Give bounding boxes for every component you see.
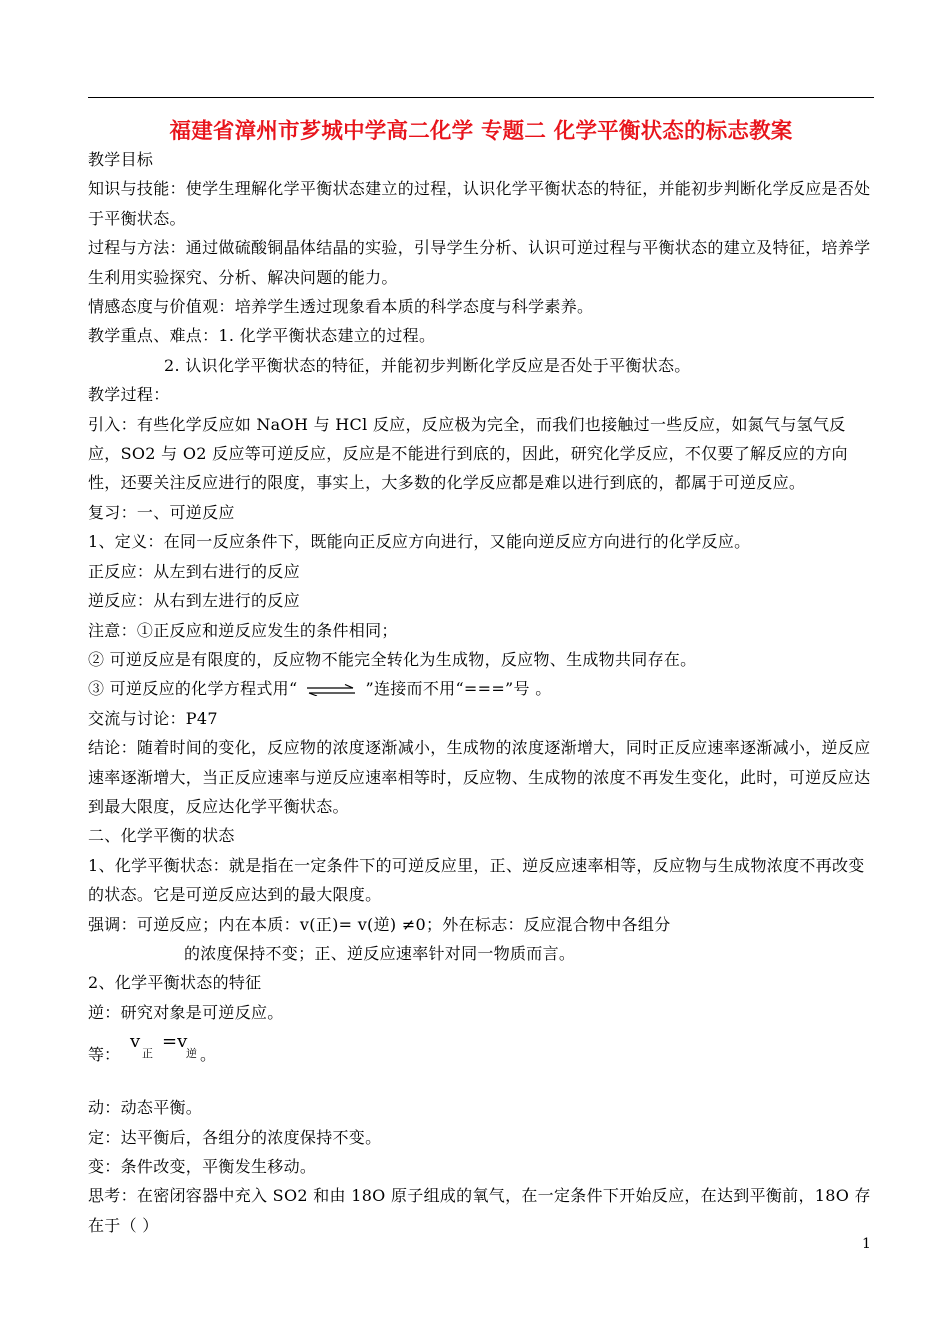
paragraph: 过程与方法：通过做硫酸铜晶体结晶的实验，引导学生分析、认识可逆过程与平衡状态的建立及特征，培养学生利用实验探究、分析、解决问题的能力。 [88,238,871,287]
paragraph: 逆反应：从右到左进行的反应 [88,591,300,611]
paragraph: ② 可逆反应是有限度的，反应物不能完全转化为生成物，反应物、生成物共同存在。 [88,649,697,669]
paragraph: 注意：①正反应和逆反应发生的条件相同； [88,620,398,640]
paragraph: 动：动态平衡。 [88,1098,203,1118]
section-heading: 二、化学平衡的状态 [88,826,235,846]
paragraph: 教学重点、难点：1. 化学平衡状态建立的过程。 [88,326,436,346]
paragraph: 引入：有些化学反应如 NaOH 与 HCl 反应，反应极为完全，而我们也接触过一些反应，如氮气与氢气反应，SO2 与 O2 反应等可逆反应，反应是不能进行到底的，因此，研究化学反应，不仅要了解反应的方向性，还要关注反应进行的限度，事实上，大多数的化学反应都是难以进行到底的，都属于可逆反应。 [88,414,848,493]
paragraph-text: ”连接而不用“===”号 。 [365,679,552,699]
rate-symbol: v [130,1031,141,1053]
document-title: 福建省漳州市芗城中学高二化学 专题二 化学平衡状态的标志教案 [169,119,793,144]
page-number: 1 [862,1236,871,1252]
paragraph: 2. 认识化学平衡状态的特征，并能初步判断化学反应是否处于平衡状态。 [164,355,691,375]
paragraph: 定：达平衡后，各组分的浓度保持不变。 [88,1127,382,1147]
paragraph: 变：条件改变，平衡发生移动。 [88,1157,317,1176]
section-heading: 复习：一、可逆反应 [88,502,235,522]
paragraph: 知识与技能：使学生理解化学平衡状态建立的过程，认识化学平衡状态的特征，并能初步判断化学反应是否处于平衡状态。 [88,179,871,228]
equation-label: 等： [88,1045,121,1065]
paragraph: 教学过程： [88,385,170,405]
paragraph: 逆：研究对象是可逆反应。 [88,1002,284,1022]
paragraph-text: ③ 可逆反应的化学方程式用“ [88,679,298,699]
paragraph: 交流与讨论：P47 [88,708,218,728]
rate-subscript: 逆 [186,1047,197,1061]
paragraph: 强调：可逆反应；内在本质：v(正)= v(逆) ≠0；外在标志：反应混合物中各组分 [88,914,671,934]
paragraph: 结论：随着时间的变化，反应物的浓度逐渐减小，生成物的浓度逐渐增大，同时正反应速率逐渐减小，逆反应速率逐渐增大，当正反应速率与逆反应速率相等时，反应物、生成物的浓度不再发生变化，此时，可逆反应达到最大限度，反应达化学平衡状态。 [88,738,871,816]
paragraph: 2、化学平衡状态的特征 [88,973,262,993]
paragraph: 正反应：从左到右进行的反应 [88,561,300,581]
paragraph: 的浓度保持不变；正、逆反应速率针对同一物质而言。 [184,943,576,963]
rate-subscript: 正 [142,1047,153,1061]
reversible-arrow-icon [305,684,357,696]
header-rule [88,97,874,98]
paragraph: 教学目标 [88,150,154,169]
document-body [88,145,874,1240]
paragraph: 思考：在密闭容器中充入 SO2 和由 18O 原子组成的氧气，在一定条件下开始反应，在达到平衡前，18O 存在于（ ） [88,1186,871,1235]
paragraph [88,674,874,703]
rate-equality-line [88,1027,874,1073]
paragraph: 1、定义：在同一反应条件下，既能向正反应方向进行，又能向逆反应方向进行的化学反应。 [88,532,751,552]
spacer [88,1073,874,1093]
equation-end: 。 [200,1045,217,1065]
paragraph: 情感态度与价值观：培养学生透过现象看本质的科学态度与科学素养。 [88,297,594,317]
rate-symbol: =v [162,1031,188,1053]
paragraph: 1、化学平衡状态：就是指在一定条件下的可逆反应里，正、逆反应速率相等，反应物与生成物浓度不再改变的状态。它是可逆反应达到的最大限度。 [88,855,865,905]
